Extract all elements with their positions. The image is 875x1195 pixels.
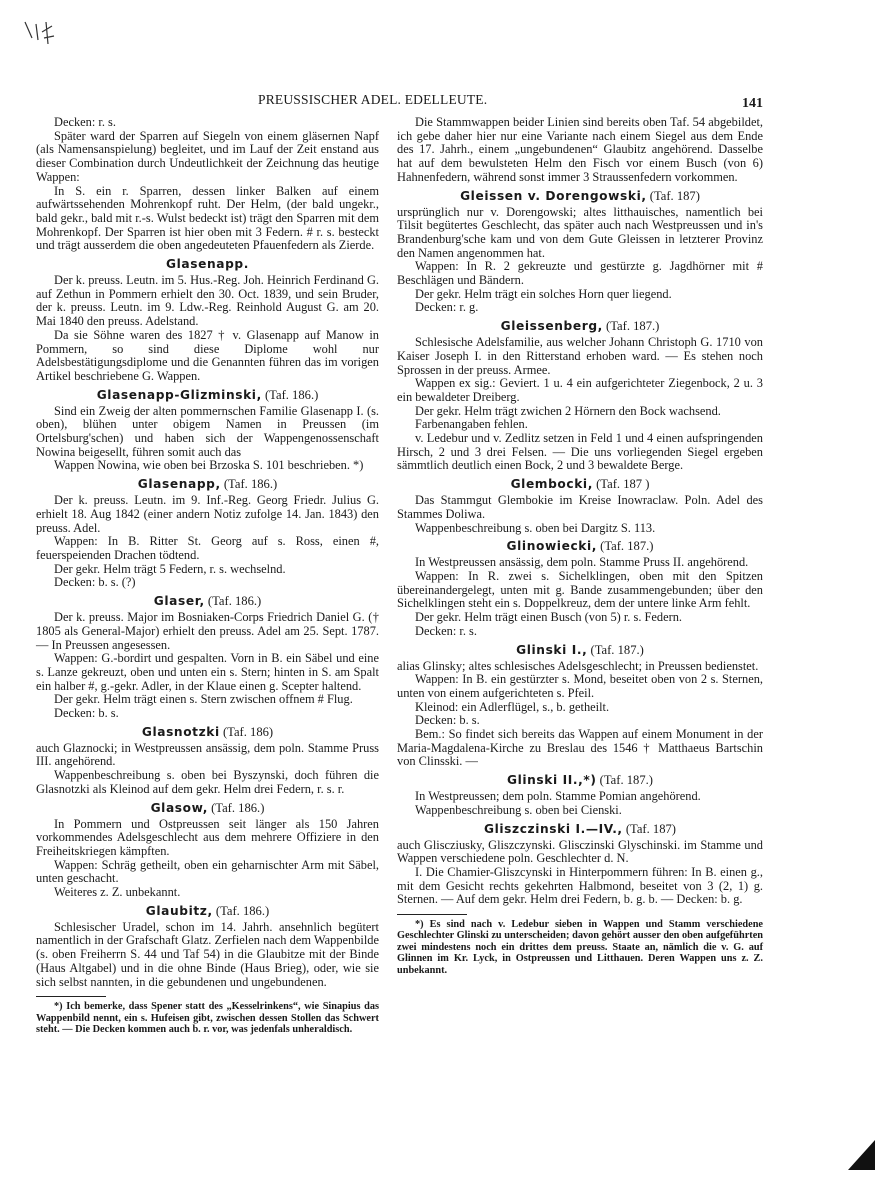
entry-name: Gleissenberg, [500,319,603,334]
entry-name: Glaser, [153,594,205,609]
paragraph: Wappen Nowina, wie oben bei Brzoska S. 101 beschrieben. *) [54,458,364,473]
entry-heading [36,594,379,608]
paragraph: Wappen: Schräg getheilt, oben ein geharnischter Arm mit Säbel, unten geschacht. [36,857,379,886]
entry-name: Glasnotzki [141,724,220,739]
entry-heading [397,319,763,333]
paragraph: Der gekr. Helm trägt 5 Federn, r. s. wechselnd. [54,561,286,576]
paragraph: Wappen: In R. zwei s. Sichelklingen, oben mit den Spitzen übereinandergelegt, unten mit g. Bande zusammengebunden; über den Sichelklingen steht ein s. Doppelkreuz, dem der untere linke Arm fehlt. [397,568,763,611]
entry-name: Glasenapp-Glizminski, [96,387,262,402]
paragraph: Decken: b. s. [415,713,480,728]
entry-name: Glembocki, [510,477,593,492]
scan-corner-shadow [848,1140,875,1170]
paragraph: Decken: r. g. [415,300,479,315]
paragraph: Der gekr. Helm trägt einen Busch (von 5) r. s. Federn. [415,610,683,625]
plate-reference: (Taf. 187.) [606,319,660,334]
paragraph: Wappen: In R. 2 gekreuzte und gestürzte g. Jagdhörner mit # Beschlägen und Bändern. [397,259,763,288]
paragraph: Wappenbeschreibung s. oben bei Dargitz S. 113. [415,520,656,535]
paragraph: Der k. preuss. Major im Bosniaken-Corps Friedrich Daniel G. († 1805 als General-Major) erhielt den preuss. Adel am 25. Sept. 1787. — In Preussen angesessen. [36,610,379,652]
plate-reference: (Taf. 186.) [211,800,265,815]
paragraph: Kleinod: ein Adlerflügel, s., b. getheilt. [415,699,610,714]
paragraph: In Westpreussen; dem poln. Stamme Pomian angehörend. [415,789,701,804]
entry-heading [397,643,763,657]
paragraph: In Westpreussen ansässig, dem poln. Stamme Pruss II. angehörend. [415,555,749,570]
footnote: *) Es sind nach v. Ledebur sieben in Wappen und Stamm verschiedene Geschlechter Glinski zu unterscheiden; davon gehört ausser den oben aufgeführten zwei mindestens noch ein drittes dem preuss. Staate an, nämlich die v. G. auf Glinnen im Kr. Lyck, in Ostpreussen und Litthauen. Deren Wappen uns z. Z. unbekannt. [397,919,763,976]
plate-reference: (Taf. 187) [649,188,700,203]
entry-name: Glinski II.,*) [507,773,597,788]
footnote-rule [397,914,467,915]
paragraph: In S. ein r. Sparren, dessen linker Balken auf einem aufwärtssehenden Mohrenkopf ruht. Der Helm, (der bald ungekr., bald gekr., bald mit r.-s. Wulst bedeckt ist) trägt den Sparren mit dem Mohrenkopf. Der Sparren ist hier oben mit 3 Federn. # r. s. besteckt und trägt ausserdem die oben angedeuteten Pfauenfedern als Zierde. [36,183,379,253]
entry-heading [36,801,379,815]
paragraph: Wappen: G.-bordirt und gespalten. Vorn in B. ein Säbel und eine s. Lanze gekreuzt, oben und unten ein s. Stern; hinten in S. am Spalt ein halber #, g.-gekr. Adler, in der Klaue einen g. Scepter haltend. [36,651,379,693]
entry-heading [397,773,763,787]
plate-reference: (Taf. 187) [625,821,676,836]
paragraph: Der k. preuss. Leutn. im 5. Hus.-Reg. Joh. Heinrich Ferdinand G. auf Zethun in Pommern erhielt den 30. Oct. 1839, und sein Bruder, der k. preuss. Leutn. im 9. Ldw.-Reg. Reinhold August G. am 20. Mai 1840 den preuss. Adelstand. [36,273,379,329]
page-number: 141 [742,96,763,111]
entry-name: Glinowiecki, [506,539,597,554]
paragraph: Wappenbeschreibung s. oben bei Cienski. [415,802,622,817]
entry-heading [397,539,763,553]
left-column [36,116,379,1035]
entry-name: Glasenapp. [166,257,249,272]
paragraph: Sind ein Zweig der alten pommernschen Familie Glasenapp I. (s. oben), blühen unter obigem Namen in Preussen (im Ortelsburg'schen) und haben sich der Wappengenossenschaft Nowina beigesellt, führen somit auch das [36,403,379,459]
footnote: *) Ich bemerke, dass Spener statt des „Kesselrinkens“, wie Sinapius das Wappenbild nennt, ein s. Hufeisen gibt, zwischen dessen Stollen das Schwert steht. — Die Decken kommen auch b. r. vor, was jedenfals unheraldisch. [36,1001,379,1036]
paragraph: Wappen ex sig.: Geviert. 1 u. 4 ein aufgerichteter Ziegenbock, 2 u. 3 ein bewaldeter Dreiberg. [397,376,763,404]
handwritten-mark [22,18,58,48]
right-column [397,116,763,976]
entry-heading [36,477,379,491]
paragraph: auch Gliscziusky, Gliszczynski. Glisczinski Glyschinski. im Stamme und Wappen verschiedene poln. Geschlechter d. N. [397,837,763,866]
entry-heading [397,477,763,491]
paragraph: Das Stammgut Glembokie im Kreise Inowraclaw. Poln. Adel des Stammes Doliwa. [397,493,763,521]
entry-heading [36,388,379,402]
paragraph: Der k. preuss. Leutn. im 9. Inf.-Reg. Georg Friedr. Julius G. erhielt 18. Aug 1842 (einer andern Notiz zufolge 14. Jan. 1843) den preuss. Adel. [36,493,379,535]
paragraph: Da sie Söhne waren des 1827 † v. Glasenapp auf Manow in Pommern, so sind diese Diplome wohl nur Adelsbestätigungsdiplome und die Genannten führen das im vorigen Artikel beschriebene G. Wappen. [36,327,379,383]
paragraph: Schlesische Adelsfamilie, aus welcher Johann Christoph G. 1710 von Kaiser Joseph I. in den Ritterstand erhoben ward. — Es stehen noch Sprossen in der preuss. Armee. [397,335,763,377]
entry-name: Glasow, [150,800,208,815]
plate-reference: (Taf. 187 ) [596,477,650,492]
plate-reference: (Taf. 187.) [600,539,654,554]
entry-heading [36,904,379,918]
plate-reference: (Taf. 186.) [215,903,270,918]
plate-reference: (Taf. 186.) [207,594,262,609]
entry-name: Glinski I., [516,642,588,657]
paragraph: Der gekr. Helm trägt zwichen 2 Hörnern den Bock wachsend. [415,403,721,418]
entry-heading [36,257,379,271]
paragraph: Wappenbeschreibung s. oben bei Byszynski, doch führen die Glasnotzki als Kleinod auf dem gekr. Helm drei Federn, r. s. r. [36,768,379,796]
paragraph: Weiteres z. Z. unbekannt. [54,885,181,900]
paragraph: alias Glinsky; altes schlesisches Adelsgeschlecht; in Preussen bedienstet. [397,658,759,673]
entry-name: Gliszczinski I.—IV., [484,821,623,836]
paragraph: Farbenangaben fehlen. [415,417,528,432]
paragraph: Decken: b. s. (?) [54,575,136,590]
paragraph: Schlesischer Uradel, schon im 14. Jahrh. ansehnlich begütert namentlich in der Grafschaft Glatz. Zerfielen nach dem Wappenbilde (s. oben Freiherrn S. 44 und Taf 54) in die Glaubitze mit der Binde (Haus Altgabel) und in die ohne Binde (Haus Brieg), oder, wie sie sich selbst nannten, in die gebundenen und ungebundenen. [36,919,379,989]
plate-reference: (Taf. 186) [222,724,274,739]
paragraph: Decken: r. s. [415,623,477,638]
paragraph: Die Stammwappen beider Linien sind bereits oben Taf. 54 abgebildet, ich gebe daher hier nur eine Variante nach einem Siegel aus dem Ende des 17. Jahrh., einem „ungebundenen“ Glaubitz angehörend. Dasselbe hat auf dem bewulsteten Helm den Fisch vor einem Busch (von 6) Hahnenfedern, während sonst immer 3 Straussenfedern vorkommen. [397,115,763,184]
paragraph: ursprünglich nur v. Dorengowski; altes litthauisches, namentlich bei Tilsit begütertes Geschlecht, das später auch nach Westpreussen und in's Brandenburg'sche kam und von dem Gute Gleissen in letzterer Provinz den Namen angenommen hat. [397,204,763,260]
paragraph: In Pommern und Ostpreussen seit länger als 150 Jahren vorkommendes Adelsgeschlecht aus dem mehrere Offiziere in den Freiheitskriegen kämpften. [36,816,379,858]
paragraph: Wappen: In B. ein gestürzter s. Mond, beseitet oben von 2 s. Sternen, unten von einem aufgerichteten s. Pfeil. [397,672,763,700]
paragraph: Später ward der Sparren auf Siegeln von einem gläsernen Napf (als Namensanspielung) begleitet, und im Lauf der Zeit enstand aus dieser Combination durch Undeutlichkeit der Zeichnung das heutige Wappen: [36,128,379,184]
paragraph: I. Die Chamier-Gliszcynski in Hinterpommern führen: In B. einen g., mit dem Gesicht rechts gekehrten Halbmond, beseitet von 3 (2, 1) g. Sternen. — Auf dem gekr. Helm drei Federn, b. g. b. — Decken: b. g. [397,864,763,907]
paragraph: Der gekr. Helm trägt einen s. Stern zwischen offnem # Flug. [54,692,353,707]
plate-reference: (Taf. 186.) [223,477,278,492]
entry-heading [397,189,763,203]
paragraph: Decken: b. s. [54,706,119,721]
footnote-rule [36,996,106,997]
entry-name: Glaubitz, [145,903,213,918]
entry-heading [397,822,763,836]
entry-heading [36,725,379,739]
paragraph: auch Glaznocki; in Westpreussen ansässig, dem poln. Stamme Pruss III. angehörend. [36,740,379,769]
entry-name: Gleissen v. Dorengowski, [460,188,647,203]
plate-reference: (Taf. 187.) [590,642,644,657]
plate-reference: (Taf. 186.) [264,387,319,402]
running-header: PREUSSISCHER ADEL. EDELLEUTE. [258,92,488,107]
paragraph: Decken: r. s. [54,115,116,129]
paragraph: v. Ledebur und v. Zedlitz setzen in Feld 1 und 4 einen aufspringenden Hirsch, 2 und 3 drei Felsen. — Die uns vorliegenden Siegel ergeben sämmtlich deutlich einen Bock, 2 und 3 bewaldete Berge. [397,431,763,473]
paragraph: Bem.: So findet sich bereits das Wappen auf einem Monument in der Maria-Magdalena-Kirche zu Breslau des 1546 † Matthaeus Bartschin von Clinsski. — [397,727,763,769]
paragraph: Wappen: In B. Ritter St. Georg auf s. Ross, einen #, feuerspeienden Drachen tödtend. [36,534,379,562]
plate-reference: (Taf. 187.) [599,773,653,788]
entry-name: Glasenapp, [137,477,221,492]
paragraph: Der gekr. Helm trägt ein solches Horn quer liegend. [415,286,672,301]
